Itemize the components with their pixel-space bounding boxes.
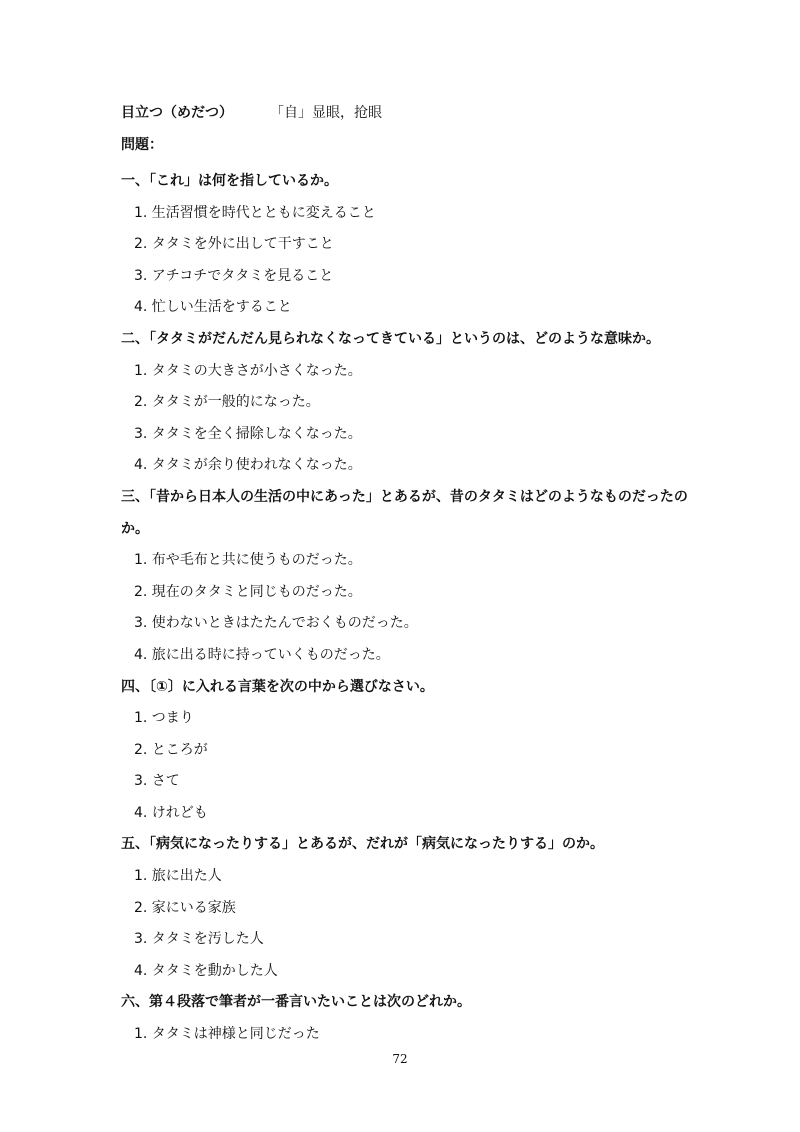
answer-option: 1. つまり [134, 710, 194, 727]
answer-option: 1. タタミの大きさが小さくなった。 [134, 362, 362, 379]
question-3 [121, 482, 701, 672]
vocab-term: 目立つ（めだつ） [121, 105, 233, 121]
question-text: 二、「タタミがだんだん見られなくなってきている」というのは、どのような意味か。 [121, 330, 660, 347]
questions-heading: 問題： [121, 137, 163, 153]
answer-option: 2. 家にいる家族 [134, 899, 236, 916]
answer-options [121, 545, 701, 671]
question-text: 五、「病気になったりする」とあるが、だれが「病気になったりする」のか。 [121, 836, 604, 853]
answer-option: 4. タタミを動かした人 [134, 962, 278, 979]
answer-option: 1. 旅に出た人 [134, 868, 222, 885]
answer-option: 4. けれども [134, 804, 208, 821]
question-text: 六、第４段落で筆者が一番言いたいことは次のどれか。 [121, 994, 471, 1011]
question-2 [121, 324, 701, 482]
answer-option: 4. 忙しい生活をすること [134, 299, 292, 316]
question-6 [121, 987, 701, 1050]
vocabulary-entry [121, 102, 382, 122]
answer-option: 2. 現在のタタミと同じものだった。 [134, 583, 362, 600]
question-4 [121, 672, 701, 830]
answer-option: 4. 旅に出る時に持っていくものだった。 [134, 646, 390, 663]
page-number: 72 [392, 1052, 408, 1066]
question-text: 四、〔①〕に入れる言葉を次の中から選びなさい。 [121, 678, 434, 695]
answer-options [121, 356, 701, 482]
answer-options [121, 861, 701, 987]
answer-options [121, 703, 701, 829]
answer-option: 2. タタミが一般的になった。 [134, 394, 320, 411]
answer-option: 4. タタミが余り使われなくなった。 [134, 457, 362, 474]
answer-option: 2. タタミを外に出して干すこと [134, 236, 334, 253]
answer-options [121, 1019, 701, 1051]
answer-option: 1. 生活習慣を時代とともに変えること [134, 204, 376, 221]
vocab-meaning: 「自」显眼，抢眼 [277, 105, 382, 121]
answer-option: 3. タタミを全く掃除しなくなった。 [134, 425, 362, 442]
question-text: 一、「これ」は何を指しているか。 [121, 173, 338, 189]
question-text: 三、「昔から日本人の生活の中にあった」とあるが、昔のタタミはどのようなものだったのか。 [121, 488, 688, 537]
answer-option: 3. タタミを汚した人 [134, 931, 264, 948]
question-1 [121, 166, 701, 324]
answer-options [121, 198, 701, 324]
question-list [121, 166, 701, 1051]
question-5 [121, 829, 701, 987]
answer-option: 2. ところが [134, 741, 208, 758]
answer-option: 3. アチコチでタタミを見ること [134, 267, 334, 284]
answer-option: 3. さて [134, 773, 180, 790]
answer-option: 1. タタミは神様と同じだった [134, 1026, 320, 1043]
answer-option: 1. 布や毛布と共に使うものだった。 [134, 552, 362, 569]
answer-option: 3. 使わないときはたたんでおくものだった。 [134, 615, 418, 632]
